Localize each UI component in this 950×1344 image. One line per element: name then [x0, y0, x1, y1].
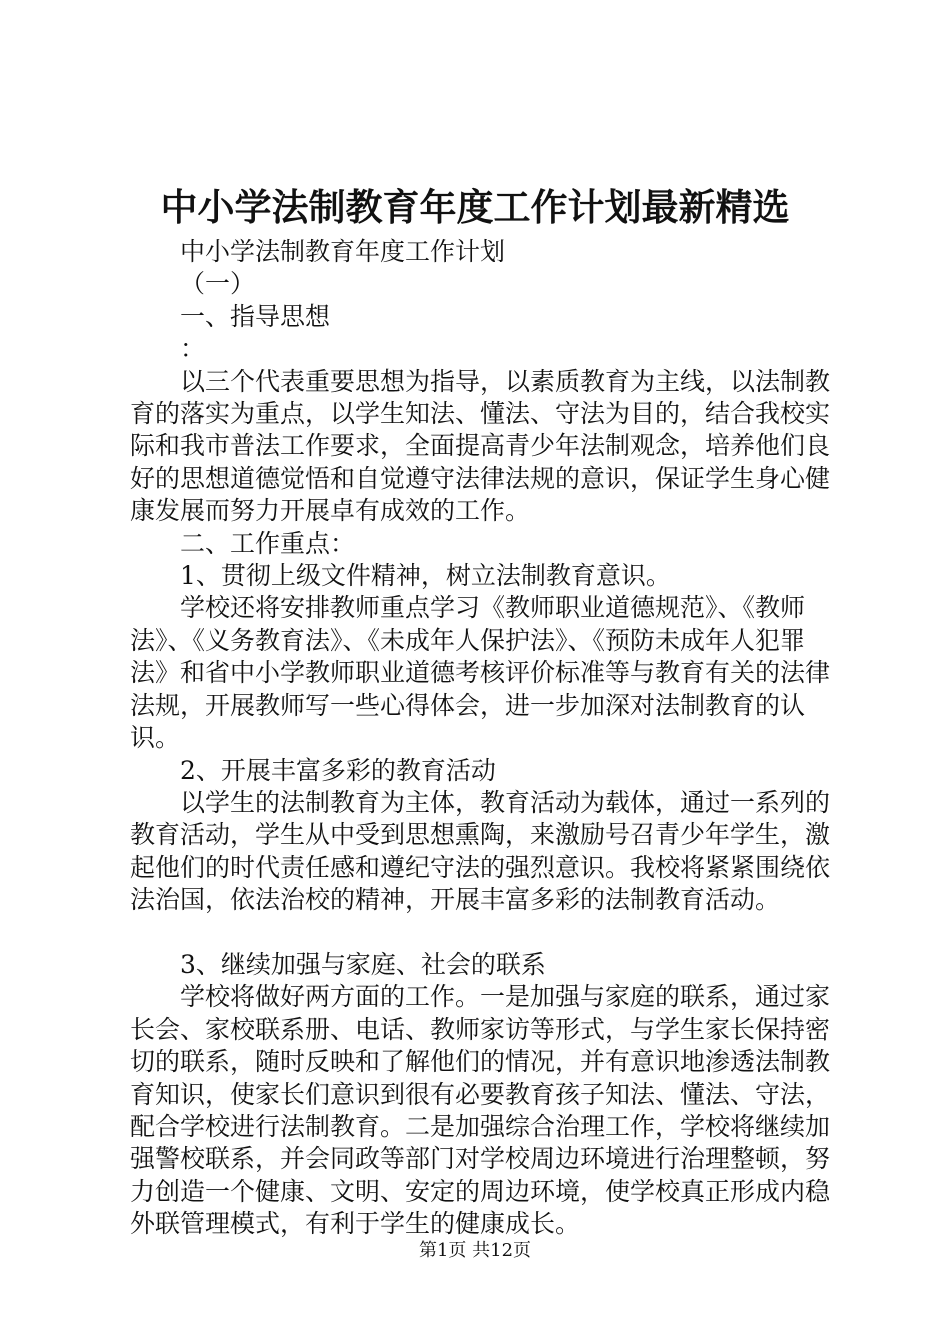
paragraph-item-1: 学校还将安排教师重点学习《教师职业道德规范》、《教师法》、《义务教育法》、《未成年人保护法》、《预防未成年人犯罪法》和省中小学教师职业道德考核评价标准等与教育有关的法律法规，开展教师写一些心得体会，进一步加深对法制教育的认识。: [130, 593, 831, 753]
item-3-heading: 3、继续加强与家庭、社会的联系: [180, 949, 546, 979]
page-footer: 第1页 共12页: [418, 1240, 532, 1261]
blank-line: [130, 917, 830, 949]
heading-work-focus: 二、工作重点：: [180, 528, 356, 558]
colon-mark: ：: [180, 334, 206, 364]
document-title: 中小学法制教育年度工作计划最新精选: [160, 186, 790, 229]
paragraph-item-2: 以学生的法制教育为主体，教育活动为载体，通过一系列的教育活动，学生从中受到思想熏陶，来激励号召青少年学生，激起他们的时代责任感和遵纪守法的强烈意识。我校将紧紧围绕依法治国，依法治校的精神，开展丰富多彩的法制教育活动。: [130, 787, 831, 915]
paragraph-guiding-thought: 以三个代表重要思想为指导，以素质教育为主线，以法制教育的落实为重点，以学生知法、懂法、守法为目的，结合我校实际和我市普法工作要求，全面提高青少年法制观念，培养他们良好的思想道德觉悟和自觉遵守法律法规的意识，保证学生身心健康发展而努力开展卓有成效的工作。: [130, 366, 831, 526]
document-body: [130, 236, 830, 1241]
heading-guiding-thought: 一、指导思想: [180, 301, 331, 331]
part-number: （一）: [180, 269, 256, 299]
item-2-heading: 2、开展丰富多彩的教育活动: [180, 755, 496, 785]
document-subtitle: 中小学法制教育年度工作计划: [180, 237, 506, 266]
paragraph-item-3: 学校将做好两方面的工作。一是加强与家庭的联系，通过家长会、家校联系册、电话、教师家访等形式，与学生家长保持密切的联系，随时反映和了解他们的情况，并有意识地渗透法制教育知识，使家长们意识到很有必要教育孩子知法、懂法、守法，配合学校进行法制教育。二是加强综合治理工作，学校将继续加强警校联系，并会同政等部门对学校周边环境进行治理整顿，努力创造一个健康、文明、安定的周边环境，使学校真正形成内稳外联管理模式，有利于学生的健康成长。: [130, 982, 831, 1239]
item-1-heading: 1、贯彻上级文件精神，树立法制教育意识。: [180, 561, 671, 591]
